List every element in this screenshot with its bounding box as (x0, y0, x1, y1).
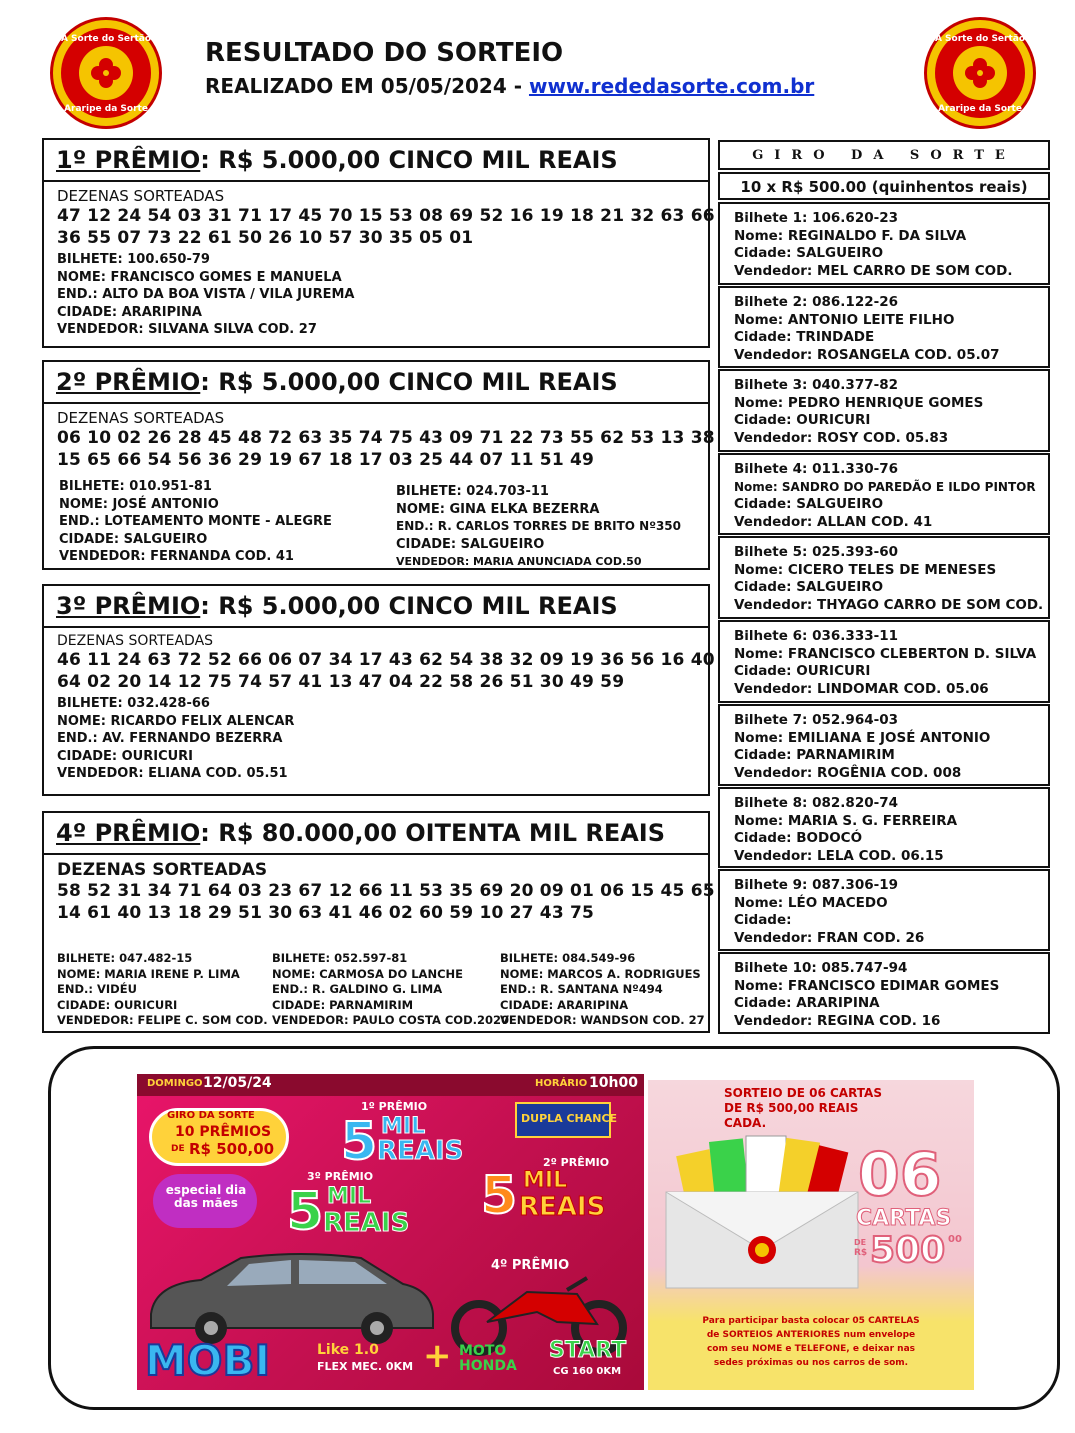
giro-ticket: Bilhete 7: 052.964-03 Nome: EMILIANA E JOSÉ ANTONIO Cidade: PARNAMIRIM Vendedor: ROGÊNIA COD. 008 (718, 704, 1050, 786)
prize-1-tag: 1º PRÊMIO (361, 1100, 428, 1113)
drawn-numbers-line-1: 47 12 24 54 03 31 71 17 45 70 15 53 08 69 52 16 19 18 21 32 63 66 (57, 206, 715, 226)
giro-ticket: Bilhete 1: 106.620-23 Nome: REGINALDO F. DA SILVA Cidade: SALGUEIRO Vendedor: MEL CARRO DE SOM COD. (718, 202, 1050, 285)
prize-3-reais: REAIS (323, 1208, 410, 1238)
winner-info: BILHETE: 100.650-79 NOME: FRANCISCO GOMES E MANUELA END.: ALTO DA BOA VISTA / VILA JUREMA CIDADE: ARARIPINA VENDEDOR: SILVANA SILVA COD. 27 (57, 252, 355, 337)
mobi-title: MOBI (145, 1336, 271, 1385)
prize-3-tag: 3º PRÊMIO (307, 1170, 374, 1183)
prize-2-five: 5 (481, 1166, 518, 1226)
draw-date-next: 12/05/24 (203, 1075, 272, 1091)
prize-3-box (42, 584, 715, 796)
prize-2-mil: MIL (523, 1168, 568, 1193)
clover-icon (964, 57, 996, 89)
cartas-value: 500 (870, 1230, 946, 1271)
moto-start: START (549, 1338, 627, 1363)
page-subtitle (205, 74, 814, 98)
logo-bottom-text: Araripe da Sorte (938, 104, 1022, 114)
next-draw-banner (137, 1074, 644, 1390)
draw-day: DOMINGO (147, 1078, 203, 1089)
prize-1-box (42, 138, 715, 348)
logo-right (924, 17, 1036, 129)
page-title: RESULTADO DO SORTEIO (205, 38, 564, 68)
prize-3-mil: MIL (327, 1184, 372, 1209)
website-link[interactable]: www.rededasorte.com.br (528, 74, 815, 98)
draw-date: REALIZADO EM 05/05/2024 - (205, 74, 529, 98)
mobi-like: Like 1.0 (317, 1342, 379, 1358)
clover-icon (90, 57, 122, 89)
logo-left (50, 17, 162, 129)
moto-title: MOTO HONDA (459, 1343, 517, 1374)
prize-2-box (42, 360, 715, 570)
logo-bottom-text: Araripe da Sorte (64, 104, 148, 114)
cartas-note: Para participar basta colocar 05 CARTELAS de SORTEIOS ANTERIORES num envelope com seu NOME e TELEFONE, e deixar nas sedes próximas ou nos carros de som. (702, 1316, 920, 1368)
prize-1-title: 1º PRÊMIO: R$ 5.000,00 CINCO MIL REAIS (44, 140, 708, 182)
cartas-de: DE (854, 1238, 867, 1247)
giro-ticket: Bilhete 5: 025.393-60 Nome: CICERO TELES DE MENESES Cidade: SALGUEIRO Vendedor: THYAGO CARRO DE SOM COD. (718, 536, 1050, 619)
prize-2-tag: 2º PRÊMIO (543, 1156, 610, 1169)
winner-info: BILHETE: 052.597-81 NOME: CARMOSA DO LANCHE END.: R. GALDINO G. LIMA CIDADE: PARNAMIRIM VENDEDOR: PAULO COSTA COD.2020 (272, 951, 510, 1027)
car-image (141, 1244, 441, 1344)
giro-badge-prizes: 10 PRÊMIOS (175, 1124, 272, 1140)
giro-ticket: Bilhete 9: 087.306-19 Nome: LÉO MACEDO Cidade: Vendedor: FRAN COD. 26 (718, 869, 1050, 951)
giro-ticket: Bilhete 3: 040.377-82 Nome: PEDRO HENRIQUE GOMES Cidade: OURICURI Vendedor: ROSY COD. 05.83 (718, 369, 1050, 452)
cartas-title: SORTEIO DE 06 CARTAS DE R$ 500,00 REAIS CADA. (724, 1086, 882, 1130)
prize-1-reais: REAIS (377, 1136, 464, 1166)
giro-subtitle: 10 x R$ 500.00 (quinhentos reais) (718, 172, 1050, 200)
logo-top-text: A Sorte do Sertão (934, 34, 1026, 44)
giro-badge-de: DE (171, 1144, 185, 1154)
giro-ticket: Bilhete 4: 011.330-76 Nome: SANDRO DO PAREDÃO E ILDO PINTOR Cidade: SALGUEIRO Vendedor: ALLAN COD. 41 (718, 453, 1050, 535)
logo-top-text: A Sorte do Sertão (60, 34, 152, 44)
prize-4-tag: 4º PRÊMIO (491, 1258, 570, 1273)
drawn-numbers-line-2: 64 02 20 14 12 75 74 57 41 13 47 04 22 58 26 51 30 49 59 (57, 672, 625, 692)
prize-3-five: 5 (287, 1182, 324, 1242)
dupla-chance-text: DUPLA CHANCE (521, 1112, 618, 1125)
giro-title: GIRO DA SORTE (718, 140, 1050, 170)
moto-cg: CG 160 0KM (553, 1366, 622, 1377)
drawn-numbers-line-2: 36 55 07 73 22 61 50 26 10 57 30 35 05 01 (57, 228, 474, 248)
giro-badge-title: GIRO DA SORTE (167, 1110, 255, 1121)
giro-ticket: Bilhete 8: 082.820-74 Nome: MARIA S. G. FERREIRA Cidade: BODOCÓ Vendedor: LELA COD. 06.15 (718, 787, 1050, 868)
winner-info: BILHETE: 047.482-15 NOME: MARIA IRENE P. LIMA END.: VIDÉU CIDADE: OURICURI VENDEDOR: FELIPE C. SOM COD. (57, 951, 268, 1027)
drawn-numbers-label: DEZENAS SORTEADAS (57, 633, 214, 649)
prize-4-box (42, 811, 715, 1033)
drawn-numbers-line-1: 58 52 31 34 71 64 03 23 67 12 66 11 53 35 69 20 09 01 06 15 45 65 (57, 881, 715, 901)
prize-2-title: 2º PRÊMIO: R$ 5.000,00 CINCO MIL REAIS (44, 362, 708, 404)
cartas-word: CARTAS (856, 1206, 952, 1231)
drawn-numbers-line-2: 15 65 66 54 56 36 29 19 67 18 17 03 25 44 07 11 51 49 (57, 450, 595, 470)
giro-badge-value: R$ 500,00 (189, 1140, 275, 1158)
winner-info: BILHETE: 024.703-11 NOME: GINA ELKA BEZERRA END.: R. CARLOS TORRES DE BRITO Nº350 CIDADE: SALGUEIRO VENDEDOR: MARIA ANUNCIADA COD.50 (396, 484, 682, 568)
drawn-numbers-line-1: 46 11 24 63 72 52 66 06 07 34 17 43 62 54 38 32 09 19 36 56 16 40 (57, 650, 715, 670)
winner-info: BILHETE: 084.549-96 NOME: MARCOS A. RODRIGUES END.: R. SANTANA Nº494 CIDADE: ARARIPINA VENDEDOR: WANDSON COD. 27 (500, 951, 705, 1027)
cartas-cents: 00 (948, 1234, 962, 1245)
cartas-rs: R$ (854, 1248, 868, 1258)
drawn-numbers-label: DEZENAS SORTEADAS (57, 860, 268, 880)
prize-3-title: 3º PRÊMIO: R$ 5.000,00 CINCO MIL REAIS (44, 586, 708, 628)
drawn-numbers-line-1: 06 10 02 26 28 45 48 72 63 35 74 75 43 09 71 22 73 55 62 53 13 38 (57, 428, 715, 448)
giro-ticket: Bilhete 6: 036.333-11 Nome: FRANCISCO CLEBERTON D. SILVA Cidade: OURICURI Vendedor: LINDOMAR COD. 05.06 (718, 620, 1050, 703)
winner-info: BILHETE: 010.951-81 NOME: JOSÉ ANTONIO END.: LOTEAMENTO MONTE - ALEGRE CIDADE: SALGUEIRO VENDEDOR: FERNANDA COD. 41 (59, 479, 332, 564)
prize-1-mil: MIL (381, 1114, 426, 1139)
drawn-numbers-line-2: 14 61 40 13 18 29 51 30 63 41 46 02 60 59 10 27 43 75 (57, 903, 595, 923)
plus-sign: + (423, 1336, 452, 1376)
drawn-numbers-label: DEZENAS SORTEADAS (57, 187, 225, 205)
envelope-image (662, 1132, 862, 1292)
winner-info: BILHETE: 032.428-66 NOME: RICARDO FELIX ALENCAR END.: AV. FERNANDO BEZERRA CIDADE: OURICURI VENDEDOR: ELIANA COD. 05.51 (57, 696, 295, 781)
hour-label: HORÁRIO (535, 1078, 588, 1089)
giro-ticket: Bilhete 10: 085.747-94 Nome: FRANCISCO EDIMAR GOMES Cidade: ARARIPINA Vendedor: REGINA COD. 16 (718, 952, 1050, 1034)
prize-2-reais: REAIS (519, 1192, 606, 1222)
draw-hour: 10h00 (589, 1075, 638, 1091)
prize-4-title: 4º PRÊMIO: R$ 80.000,00 OITENTA MIL REAIS (44, 813, 708, 855)
mobi-flex: FLEX MEC. 0KM (317, 1360, 414, 1373)
cartas-number: 06 (858, 1140, 942, 1210)
maes-text: especial dia das mães (165, 1183, 247, 1210)
giro-ticket: Bilhete 2: 086.122-26 Nome: ANTONIO LEITE FILHO Cidade: TRINDADE Vendedor: ROSANGELA COD. 05.07 (718, 286, 1050, 368)
cartas-banner (648, 1080, 974, 1390)
prize-1-five: 5 (341, 1112, 378, 1172)
drawn-numbers-label: DEZENAS SORTEADAS (57, 409, 225, 427)
